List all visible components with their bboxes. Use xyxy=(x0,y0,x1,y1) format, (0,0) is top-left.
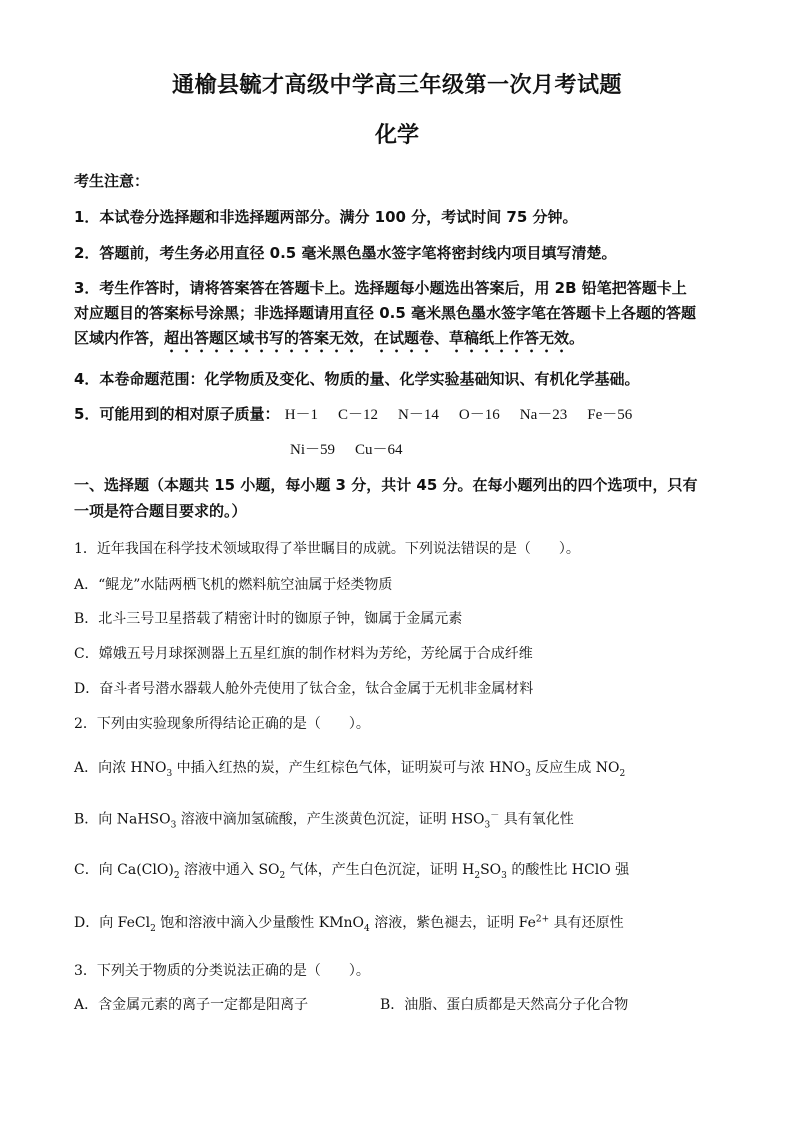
notice-item-3-emphasis: 超出答题区域书写的答案无效，在试题卷、草稿纸上作答无效 xyxy=(164,329,570,347)
atomic-mass-n: N－14 xyxy=(398,407,439,423)
q2-c-text-5: 的酸性比 HClO 强 xyxy=(506,862,630,878)
q2-a-text-2: 中插入红热的炭，产生红棕色气体，证明炭可与浓 HNO xyxy=(172,760,526,776)
q2-option-a xyxy=(74,757,734,779)
notice-item-1: 1．本试卷分选择题和非选择题两部分。满分 100 分，考试时间 75 分钟。 xyxy=(74,208,578,226)
q2-d-sub: 2 xyxy=(150,923,156,934)
q2-a-sub: 3 xyxy=(525,768,531,779)
notice-item-3-line-1: 3．考生作答时，请将答案答在答题卡上。选择题每小题选出答案后，用 2B 铅笔把答题卡上 xyxy=(74,279,687,297)
q3-stem: 3．下列关于物质的分类说法正确的是（ ）。 xyxy=(74,963,370,979)
q2-d-text-3: 溶液，紫色褪去，证明 Fe xyxy=(369,915,536,931)
q2-c-text-3: 气体，产生白色沉淀，证明 H xyxy=(285,862,475,878)
q2-d-sub: 4 xyxy=(364,923,370,934)
q2-d-text-1: D．向 FeCl xyxy=(74,915,151,931)
notice-heading: 考生注意： xyxy=(74,172,150,190)
exam-title: 通榆县毓才高级中学高三年级第一次月考试题 xyxy=(171,73,622,98)
q1-stem: 1．近年我国在科学技术领域取得了举世瞩目的成就。下列说法错误的是（ ）。 xyxy=(74,541,580,557)
q2-c-text-1: C．向 Ca(ClO) xyxy=(74,862,174,878)
notice-item-3-plain: 区域内作答， xyxy=(74,329,165,347)
atomic-mass-ni: Ni－59 xyxy=(290,442,336,458)
atomic-mass-o: O－16 xyxy=(458,407,500,423)
atomic-mass-cu: Cu－64 xyxy=(355,442,403,458)
q2-c-sub: 2 xyxy=(474,870,481,881)
q2-stem: 2．下列由实验现象所得结论正确的是（ ）。 xyxy=(74,716,370,732)
q2-b-text-3: 具有氧化性 xyxy=(499,811,574,828)
q1-option-a: A．“鲲龙”水陆两栖飞机的燃料航空油属于烃类物质 xyxy=(74,577,393,593)
atomic-mass-na: Na－23 xyxy=(519,407,568,423)
subject-title: 化学 xyxy=(374,123,419,148)
q2-c-text-4: SO xyxy=(480,862,502,878)
q2-a-text-3: 反应生成 NO xyxy=(530,760,620,776)
q2-a-sub: 3 xyxy=(166,768,173,779)
atomic-mass-c: C－12 xyxy=(338,407,379,423)
q2-d-text-4: 具有还原性 xyxy=(549,915,624,931)
notice-item-2: 2．答题前，考生务必用直径 0.5 毫米黑色墨水签字笔将密封线内项目填写清楚。 xyxy=(74,244,617,262)
q2-a-sub: 2 xyxy=(619,768,626,779)
notice-item-3-line-2: 对应题目的答案标号涂黑；非选择题请用直径 0.5 毫米黑色墨水签字笔在答题卡上各题的答题 xyxy=(74,304,697,322)
notice-item-5-row-2 xyxy=(290,438,590,459)
q2-option-d xyxy=(74,912,734,934)
q2-b-sup: － xyxy=(490,811,500,821)
notice-item-3-end: 。 xyxy=(569,329,585,347)
q2-b-text-2: 溶液中滴加氢硫酸，产生淡黄色沉淀，证明 HSO xyxy=(176,811,485,828)
q1-option-b: B．北斗三号卫星搭载了精密计时的铷原子钟，铷属于金属元素 xyxy=(74,611,463,627)
notice-item-4: 4．本卷命题范围：化学物质及变化、物质的量、化学实验基础知识、有机化学基础。 xyxy=(74,370,640,388)
q3-option-a: A．含金属元素的离子一定都是阳离子 xyxy=(74,997,309,1013)
q2-c-sub: 2 xyxy=(279,870,286,881)
atomic-mass-fe: Fe－56 xyxy=(587,407,633,423)
q2-d-text-2: 饱和溶液中滴入少量酸性 KMnO xyxy=(155,915,365,931)
q1-option-d: D．奋斗者号潜水器载人舱外壳使用了钛合金，钛合金属于无机非金属材料 xyxy=(74,681,534,697)
notice-item-5 xyxy=(74,403,734,424)
atomic-mass-label: 5．可能用到的相对原子质量： xyxy=(74,405,280,423)
q2-option-c xyxy=(74,859,734,881)
notice-item-3-line-3 xyxy=(74,327,734,356)
q2-d-sup: 2+ xyxy=(535,914,550,925)
q2-c-text-2: 溶液中通入 SO xyxy=(179,862,280,878)
q2-c-sub: 3 xyxy=(501,870,507,881)
q2-b-sub: 3 xyxy=(170,820,177,831)
q2-b-text-1: B．向 NaHSO xyxy=(74,811,171,828)
q2-option-b xyxy=(74,808,734,830)
section-1-heading-line-1: 一、选择题（本题共 15 小题，每小题 3 分，共计 45 分。在每小题列出的四个选项中，只有 xyxy=(74,476,698,494)
atomic-mass-h: H－1 xyxy=(284,407,319,423)
q2-b-sub: 3 xyxy=(484,820,491,831)
q1-option-c: C．嫦娥五号月球探测器上五星红旗的制作材料为芳纶，芳纶属于合成纤维 xyxy=(74,646,533,662)
q2-a-text-1: A．向浓 HNO xyxy=(74,760,167,776)
q2-c-sub: 2 xyxy=(173,870,180,881)
q3-option-b: B．油脂、蛋白质都是天然高分子化合物 xyxy=(380,997,629,1013)
section-1-heading-line-2: 一项是符合题目要求的。） xyxy=(74,502,247,520)
